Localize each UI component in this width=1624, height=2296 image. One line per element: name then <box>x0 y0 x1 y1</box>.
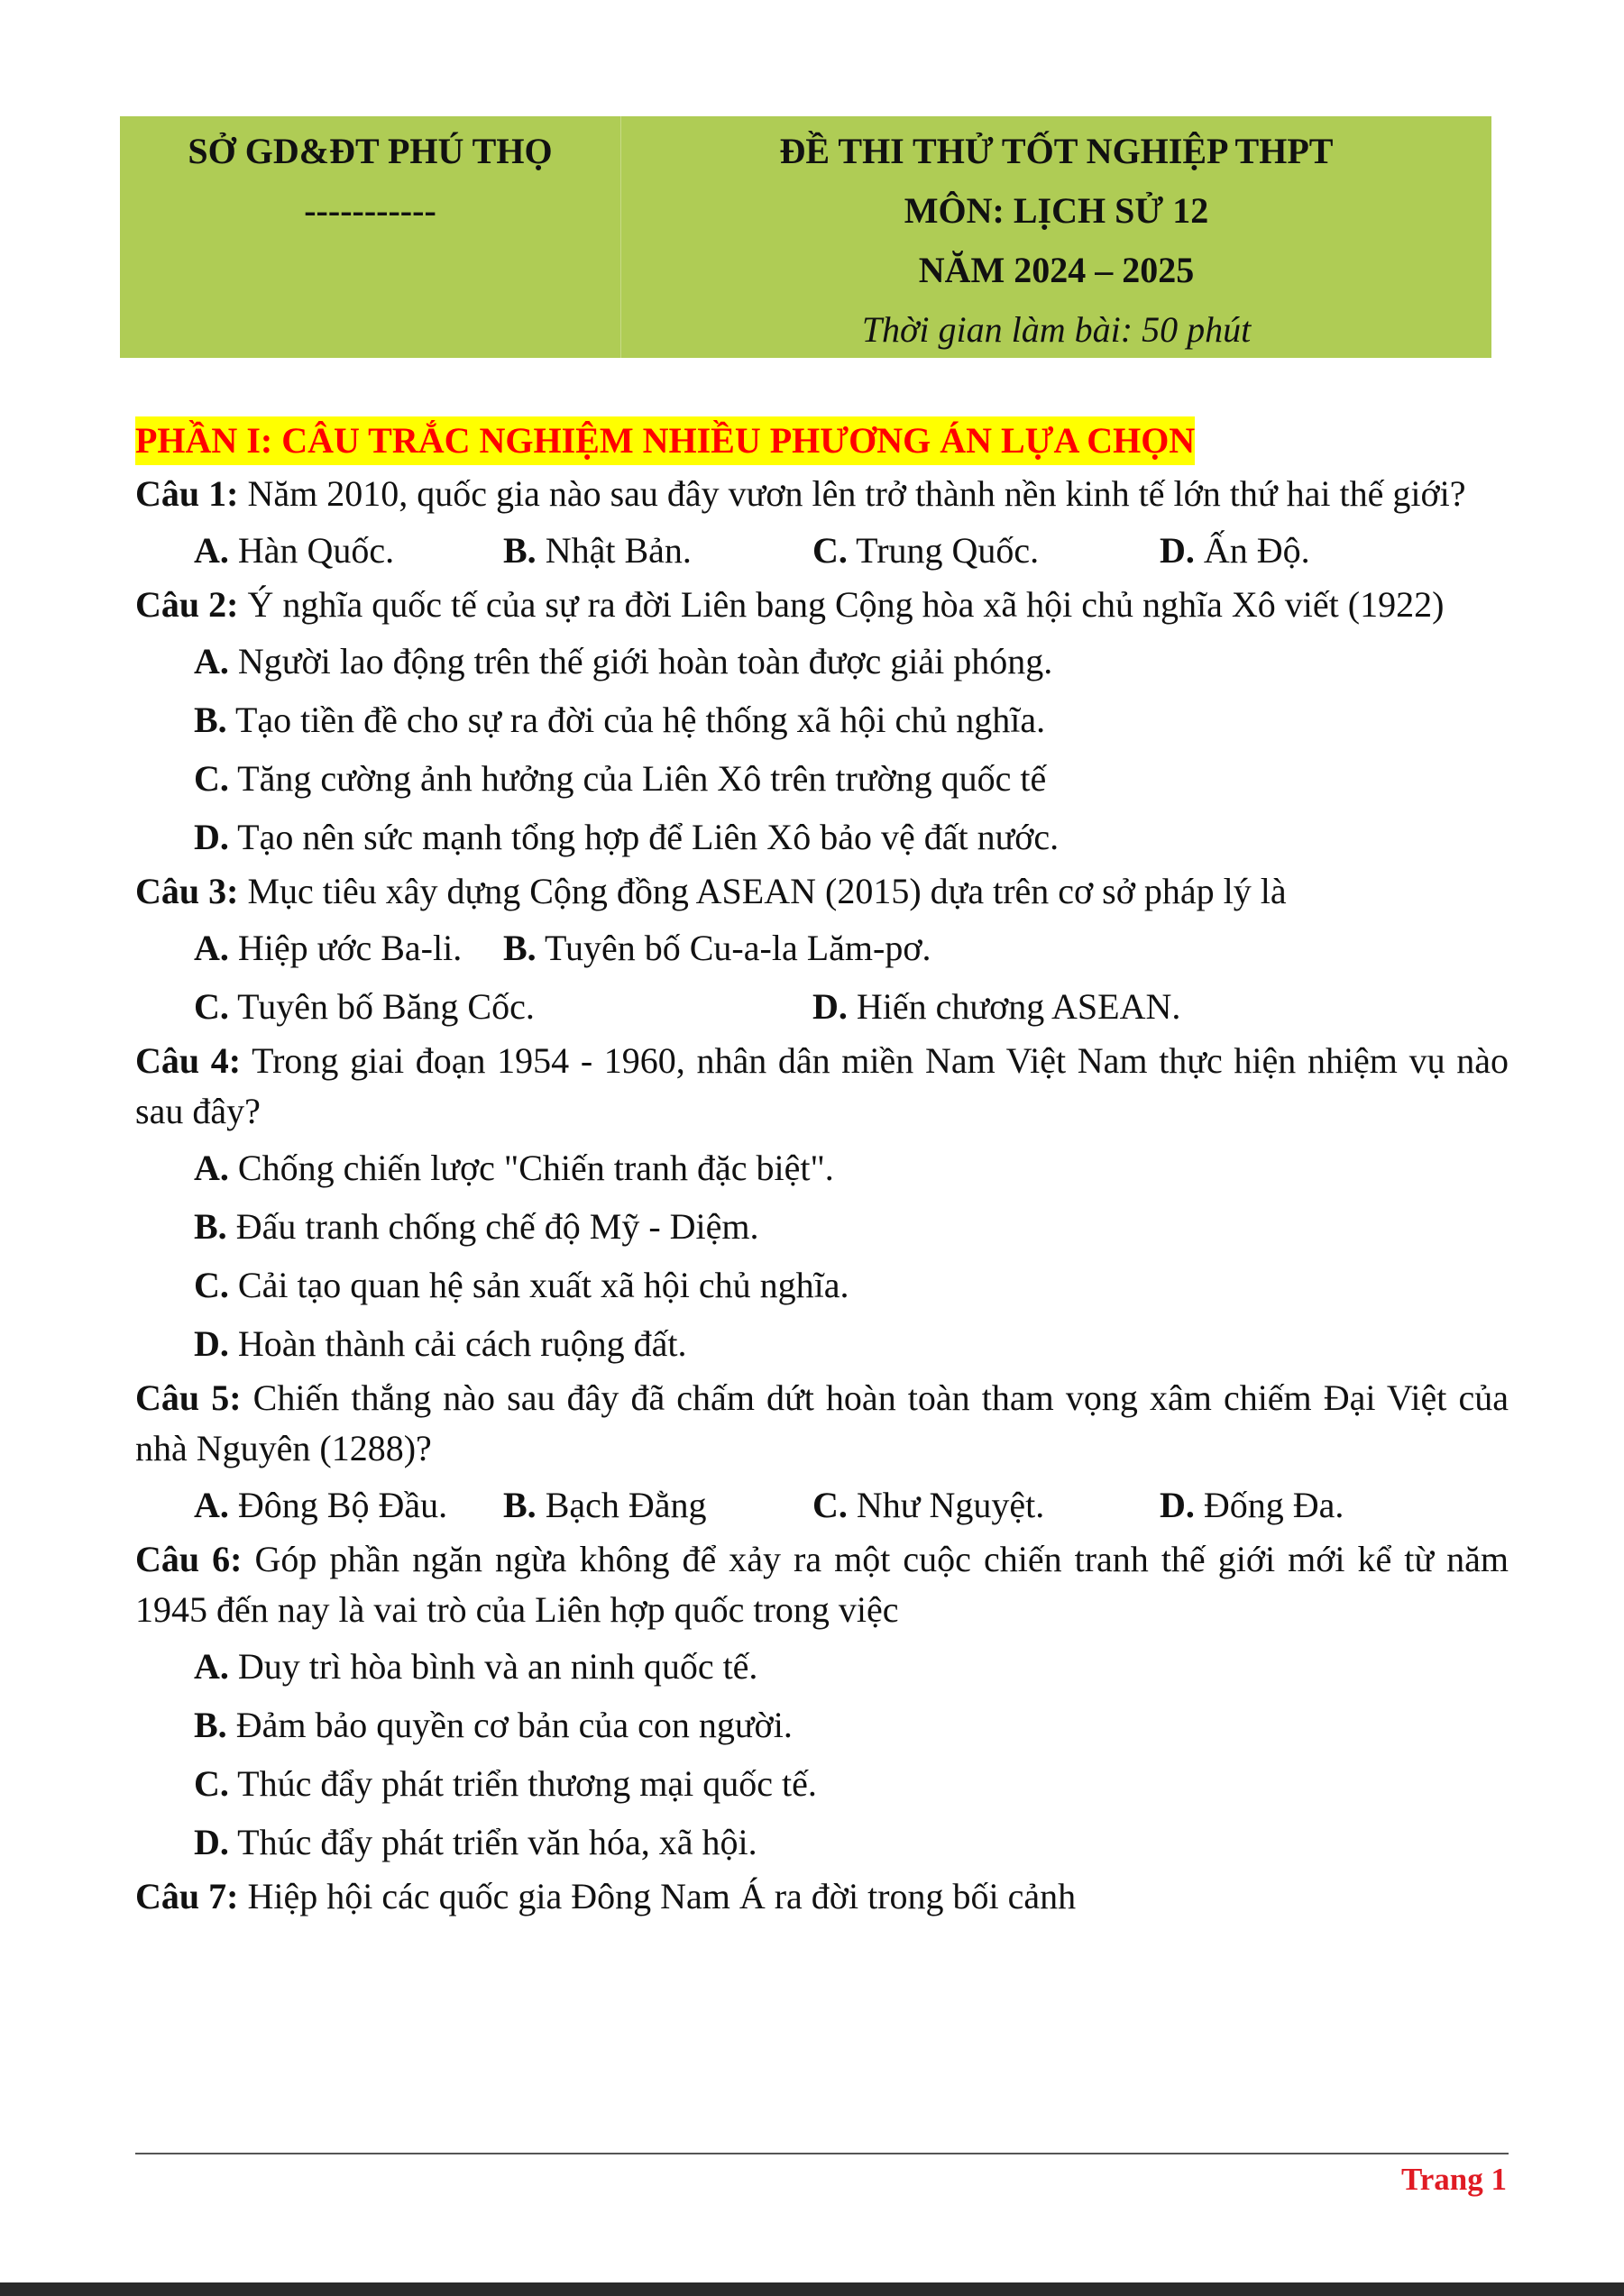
question-label: Câu 3: <box>135 871 239 911</box>
question-text: Mục tiêu xây dựng Cộng đồng ASEAN (2015) dựa trên cơ sở pháp lý là <box>247 871 1287 911</box>
option-b[interactable]: B. Tạo tiền đề cho sự ra đời của hệ thống xã hội chủ nghĩa. <box>194 700 1046 740</box>
option-c[interactable]: C. Thúc đẩy phát triển thương mại quốc tế. <box>194 1763 817 1804</box>
question-label: Câu 5: <box>135 1377 242 1418</box>
header-left-cell <box>120 116 621 358</box>
option-a[interactable]: A. Chống chiến lược "Chiến tranh đặc biệt". <box>194 1148 834 1188</box>
option-c[interactable]: C. Cải tạo quan hệ sản xuất xã hội chủ nghĩa. <box>194 1265 849 1305</box>
question-label: Câu 7: <box>135 1876 239 1916</box>
option-c[interactable]: C. Trung Quốc. <box>812 530 1040 571</box>
question-text: Ý nghĩa quốc tế của sự ra đời Liên bang Cộng hòa xã hội chủ nghĩa Xô viết (1922) <box>247 584 1445 625</box>
option-a[interactable]: A. Hàn Quốc. <box>194 530 395 571</box>
option-d[interactable]: D. Hiến chương ASEAN. <box>812 986 1181 1027</box>
page-number: Trang 1 <box>1401 2162 1507 2197</box>
question-label: Câu 4: <box>135 1040 242 1081</box>
option-b[interactable]: B. Tuyên bố Cu-a-la Lăm-pơ. <box>503 928 931 968</box>
question-3-options <box>135 919 1509 1036</box>
option-c[interactable]: C. Tuyên bố Băng Cốc. <box>194 986 535 1027</box>
question-text: Hiệp hội các quốc gia Đông Nam Á ra đời trong bối cảnh <box>247 1876 1077 1916</box>
option-b[interactable]: B. Đấu tranh chống chế độ Mỹ - Diệm. <box>194 1206 759 1247</box>
header-right-cell <box>621 116 1491 358</box>
option-row <box>194 521 1509 580</box>
department-dashes: ----------- <box>304 190 436 231</box>
question-3 <box>135 866 1509 917</box>
question-5 <box>135 1373 1509 1474</box>
option-c[interactable]: C. Như Nguyệt. <box>812 1485 1045 1525</box>
question-text: Góp phần ngăn ngừa không để xảy ra một cuộc chiến tranh thế giới mới kể từ năm 1945 đến nay là vai trò của Liên hợp quốc trong việc <box>135 1539 1509 1630</box>
question-4 <box>135 1036 1509 1137</box>
bottom-edge-bar <box>0 2282 1624 2296</box>
question-1 <box>135 469 1509 519</box>
question-label: Câu 6: <box>135 1539 243 1579</box>
question-text: Trong giai đoạn 1954 - 1960, nhân dân miền Nam Việt Nam thực hiện nhiệm vụ nào sau đây? <box>135 1040 1509 1131</box>
footer-divider <box>135 2153 1509 2154</box>
option-d[interactable]: D. Tạo nên sức mạnh tổng hợp để Liên Xô bảo vệ đất nước. <box>194 817 1060 857</box>
question-5-options <box>135 1476 1509 1534</box>
option-b[interactable]: B. Đảm bảo quyền cơ bản của con người. <box>194 1705 793 1745</box>
question-text: Chiến thắng nào sau đây đã chấm dứt hoàn toàn tham vọng xâm chiếm Đại Việt của nhà Nguyên (1288)? <box>135 1377 1509 1468</box>
question-2-options <box>135 632 1509 866</box>
department-name: SỞ GD&ĐT PHÚ THỌ <box>188 131 553 171</box>
option-a[interactable]: A. Duy trì hòa bình và an ninh quốc tế. <box>194 1646 758 1687</box>
option-d[interactable]: D. Ấn Độ. <box>1160 530 1310 571</box>
question-6-options <box>135 1637 1509 1871</box>
option-row <box>194 1476 1509 1534</box>
exam-year: NĂM 2024 – 2025 <box>918 250 1195 290</box>
question-label: Câu 1: <box>135 473 239 514</box>
section-title: PHẦN I: CÂU TRẮC NGHIỆM NHIỀU PHƯƠNG ÁN LỰA CHỌN <box>135 416 1195 465</box>
option-d[interactable]: D. Thúc đẩy phát triển văn hóa, xã hội. <box>194 1822 757 1862</box>
exam-content <box>135 416 1509 1922</box>
option-row <box>194 919 1509 977</box>
question-label: Câu 2: <box>135 584 239 625</box>
option-b[interactable]: B. Bạch Đằng <box>503 1485 707 1525</box>
exam-duration: Thời gian làm bài: 50 phút <box>861 309 1252 350</box>
question-text: Năm 2010, quốc gia nào sau đây vươn lên trở thành nền kinh tế lớn thứ hai thế giới? <box>247 473 1466 514</box>
exam-header-table <box>120 116 1491 358</box>
question-2 <box>135 580 1509 630</box>
option-b[interactable]: B. Nhật Bản. <box>503 530 692 571</box>
question-6 <box>135 1534 1509 1635</box>
option-a[interactable]: A. Người lao động trên thế giới hoàn toàn được giải phóng. <box>194 641 1053 681</box>
option-a[interactable]: A. Đông Bộ Đầu. <box>194 1485 448 1525</box>
option-c[interactable]: C. Tăng cường ảnh hưởng của Liên Xô trên trường quốc tế <box>194 758 1047 799</box>
question-7 <box>135 1871 1509 1922</box>
question-4-options <box>135 1139 1509 1373</box>
question-1-options <box>135 521 1509 580</box>
exam-subject: MÔN: LỊCH SỬ 12 <box>904 190 1209 231</box>
option-d[interactable]: D. Đống Đa. <box>1160 1485 1344 1525</box>
option-d[interactable]: D. Hoàn thành cải cách ruộng đất. <box>194 1323 687 1364</box>
exam-title: ĐỀ THI THỬ TỐT NGHIỆP THPT <box>779 131 1334 171</box>
option-row <box>194 977 1509 1036</box>
option-a[interactable]: A. Hiệp ước Ba-li. <box>194 928 463 968</box>
